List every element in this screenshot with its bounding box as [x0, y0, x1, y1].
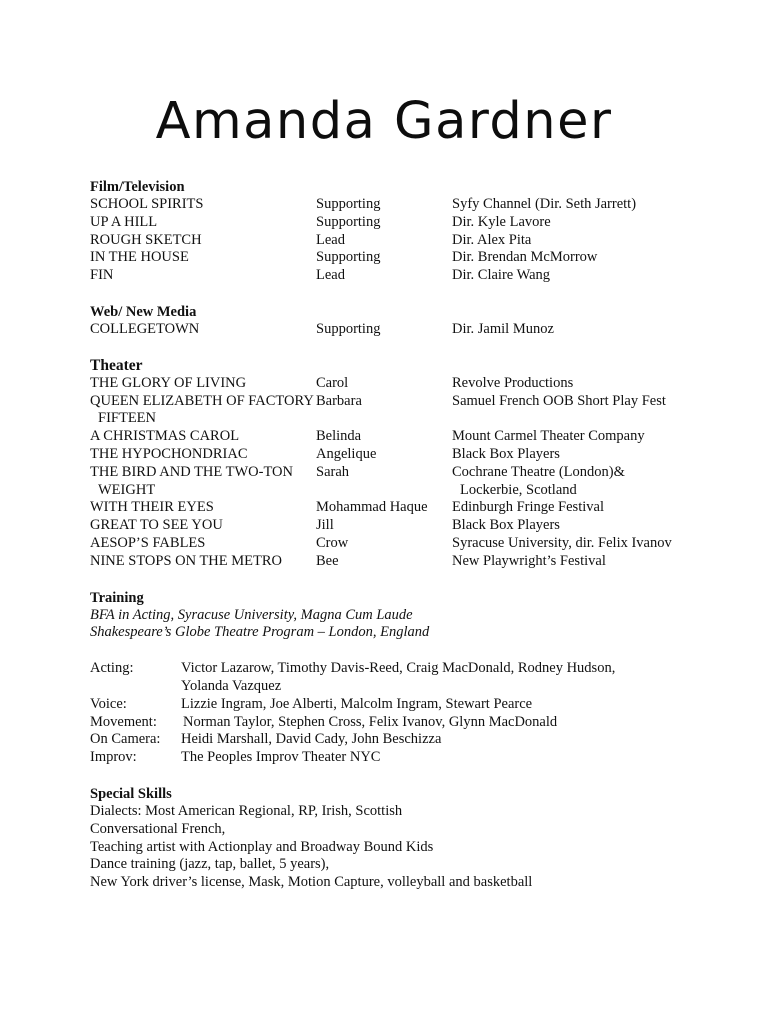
credit-role: Belinda — [316, 428, 362, 445]
credit-title-line2: WEIGHT — [98, 481, 156, 498]
credit-company: Dir. Kyle Lavore — [452, 213, 551, 230]
credit-company — [452, 464, 625, 500]
training-label: On Camera: — [90, 731, 161, 748]
credit-role: Carol — [316, 374, 349, 391]
credit-company: Revolve Productions — [452, 374, 574, 391]
section-title-training: Training — [90, 589, 144, 606]
credit-title: THE GLORY OF LIVING — [90, 374, 247, 391]
skill-line: Teaching artist with Actionplay and Broadway Bound Kids — [90, 838, 434, 855]
training-value: Heidi Marshall, David Cady, John Beschizza — [181, 731, 442, 748]
credit-row — [90, 214, 750, 232]
credit-row — [90, 553, 750, 571]
credit-title: SCHOOL SPIRITS — [90, 196, 204, 212]
credit-row — [90, 196, 750, 214]
section-title-theater: Theater — [90, 356, 143, 374]
training-row — [90, 731, 750, 749]
credit-company: Dir. Claire Wang — [452, 267, 551, 284]
credit-company: Mount Carmel Theater Company — [452, 428, 645, 445]
training-row — [90, 749, 750, 767]
credit-company-line1: Cochrane Theatre (London)& — [452, 463, 625, 480]
credit-role: Supporting — [316, 196, 381, 212]
credit-title-line2: FIFTEEN — [98, 410, 156, 427]
training-row — [90, 660, 750, 696]
training-value-line2: Yolanda Vazquez — [181, 677, 282, 694]
training-value: Norman Taylor, Stephen Cross, Felix Ivanov, Glynn MacDonald — [183, 713, 558, 730]
training-label: Acting: — [90, 660, 134, 677]
credit-title: AESOP’S FABLES — [90, 534, 206, 551]
credit-title: IN THE HOUSE — [90, 249, 189, 266]
credit-row — [90, 249, 750, 267]
credit-title — [90, 393, 315, 429]
training-degree: BFA in Acting, Syracuse University, Magna Cum Laude — [90, 606, 413, 623]
credit-company: Black Box Players — [452, 517, 560, 534]
credit-company: New Playwright’s Festival — [452, 552, 606, 569]
credit-title: FIN — [90, 267, 114, 284]
credit-row — [90, 375, 750, 393]
credit-row — [90, 393, 750, 429]
credit-role: Sarah — [316, 463, 350, 480]
section-title-web-new-media: Web/ New Media — [90, 303, 197, 320]
credit-role: Bee — [316, 552, 339, 569]
credit-role: Barbara — [316, 392, 362, 409]
credit-company-line2: Lockerbie, Scotland — [460, 481, 577, 498]
training-value — [181, 660, 615, 696]
credit-company: Samuel French OOB Short Play Fest — [452, 392, 666, 409]
credit-row — [90, 464, 750, 500]
skill-line: Dance training (jazz, tap, ballet, 5 years), — [90, 856, 330, 873]
credit-title: WITH THEIR EYES — [90, 499, 214, 516]
credit-company: Syracuse University, dir. Felix Ivanov — [452, 534, 672, 551]
credit-role: Lead — [316, 267, 345, 284]
training-row — [90, 714, 750, 732]
credit-title: NINE STOPS ON THE METRO — [90, 552, 283, 569]
credit-row — [90, 517, 750, 535]
credit-title-line1: THE BIRD AND THE TWO-TON — [90, 463, 293, 480]
credit-company: Dir. Jamil Munoz — [452, 320, 554, 337]
credit-role: Supporting — [316, 213, 381, 230]
skill-line: New York driver’s license, Mask, Motion Capture, volleyball and basketball — [90, 874, 533, 891]
training-value: Lizzie Ingram, Joe Alberti, Malcolm Ingram, Stewart Pearce — [181, 695, 533, 712]
credit-company: Black Box Players — [452, 445, 560, 462]
credit-role: Lead — [316, 231, 345, 248]
training-program: Shakespeare’s Globe Theatre Program – London, England — [90, 624, 430, 641]
resume-content — [90, 178, 750, 892]
credit-role: Supporting — [316, 249, 381, 266]
credit-row — [90, 535, 750, 553]
credit-row — [90, 499, 750, 517]
credit-role: Supporting — [316, 320, 381, 337]
credit-role: Crow — [316, 534, 349, 551]
training-label: Voice: — [90, 695, 127, 712]
skill-line: Conversational French, — [90, 820, 226, 837]
credit-row — [90, 446, 750, 464]
credit-role: Angelique — [316, 445, 377, 462]
credit-company: Dir. Brendan McMorrow — [452, 249, 598, 266]
skill-line: Dialects: Most American Regional, RP, Irish, Scottish — [90, 802, 403, 819]
credit-role: Mohammad Haque — [316, 499, 428, 516]
credit-title: GREAT TO SEE YOU — [90, 517, 223, 534]
training-value: The Peoples Improv Theater NYC — [181, 749, 381, 766]
credit-title: ROUGH SKETCH — [90, 231, 202, 248]
credit-company: Dir. Alex Pita — [452, 231, 532, 248]
credit-company: Edinburgh Fringe Festival — [452, 499, 604, 516]
training-value-line1: Victor Lazarow, Timothy Davis-Reed, Craig MacDonald, Rodney Hudson, — [181, 660, 616, 677]
credit-role: Jill — [316, 517, 334, 534]
credit-row — [90, 428, 750, 446]
credit-company: Syfy Channel (Dir. Seth Jarrett) — [452, 196, 637, 212]
credit-row — [90, 321, 750, 339]
credit-title: THE HYPOCHONDRIAC — [90, 445, 248, 462]
credit-row — [90, 267, 750, 285]
section-title-special-skills: Special Skills — [90, 785, 172, 802]
credit-title-line1: QUEEN ELIZABETH OF FACTORY — [90, 392, 314, 409]
credit-row — [90, 232, 750, 250]
credit-title — [90, 464, 315, 500]
training-label: Improv: — [90, 749, 137, 766]
credit-title: COLLEGETOWN — [90, 320, 200, 337]
training-label: Movement: — [90, 713, 157, 730]
training-row — [90, 696, 750, 714]
credit-title: UP A HILL — [90, 213, 158, 230]
section-title-film-television: Film/Television — [90, 179, 185, 195]
credit-title: A CHRISTMAS CAROL — [90, 428, 240, 445]
candidate-name: Amanda Gardner — [155, 92, 613, 151]
